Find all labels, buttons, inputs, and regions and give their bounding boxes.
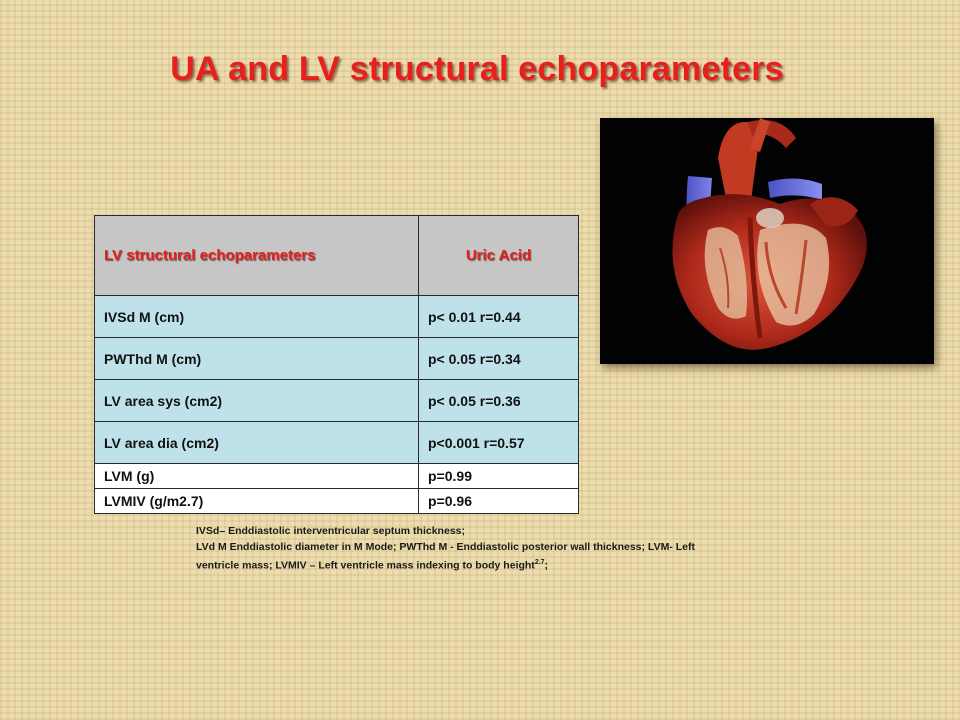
row-label: LV area sys (cm2) xyxy=(95,380,419,422)
table-row xyxy=(95,489,579,514)
footnote-text: LVd M Enddiastolic diameter in M Mode; PWThd M - Enddiastolic posterior wall thickness; LVM- Left ventricle mass; LVMIV – Left ventricle mass indexing to body height xyxy=(196,541,695,572)
table-row xyxy=(95,464,579,489)
row-value: p<0.001 r=0.57 xyxy=(419,422,579,464)
heart-icon xyxy=(600,118,934,364)
footnote xyxy=(196,523,726,574)
header-parameters: LV structural echoparameters xyxy=(95,216,419,296)
row-label: LVMIV (g/m2.7) xyxy=(95,489,419,514)
row-value: p=0.99 xyxy=(419,464,579,489)
row-label: PWThd M (cm) xyxy=(95,338,419,380)
table-row xyxy=(95,296,579,338)
row-label: IVSd M (cm) xyxy=(95,296,419,338)
row-label: LV area dia (cm2) xyxy=(95,422,419,464)
row-value: p=0.96 xyxy=(419,489,579,514)
heart-image xyxy=(600,118,934,364)
footnote-line-2 xyxy=(196,539,726,574)
row-value: p< 0.01 r=0.44 xyxy=(419,296,579,338)
slide-title: UA and LV structural echoparameters xyxy=(170,50,784,88)
table-row xyxy=(95,338,579,380)
table-header-row xyxy=(95,216,579,296)
echoparameters-table xyxy=(94,215,579,514)
footnote-tail: ; xyxy=(544,559,549,572)
row-label: LVM (g) xyxy=(95,464,419,489)
header-uric-acid: Uric Acid xyxy=(419,216,579,296)
table-row xyxy=(95,422,579,464)
footnote-line-1: IVSd– Enddiastolic interventricular septum thickness; xyxy=(196,525,465,537)
row-value: p< 0.05 r=0.34 xyxy=(419,338,579,380)
row-value: p< 0.05 r=0.36 xyxy=(419,380,579,422)
table-row xyxy=(95,380,579,422)
footnote-superscript: 2.7 xyxy=(534,559,545,566)
